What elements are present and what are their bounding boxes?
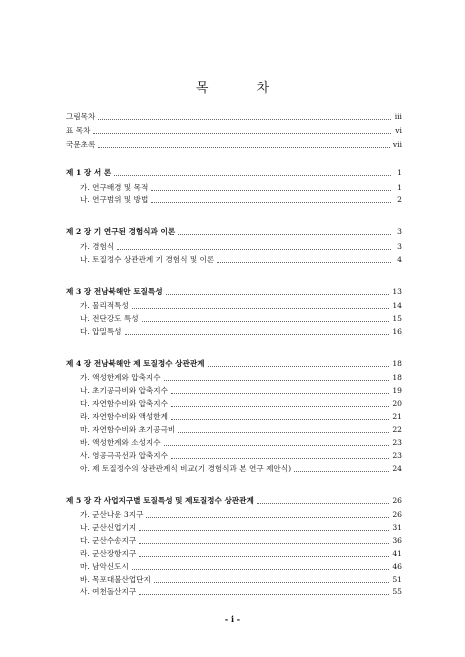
toc-entry-label: 가. 물리적특성 xyxy=(80,301,129,311)
toc-dot-leader xyxy=(139,546,389,557)
toc-dot-leader xyxy=(98,109,391,120)
toc-section-entry[interactable] xyxy=(80,253,402,265)
toc-entry-page: 22 xyxy=(392,424,402,434)
toc-entry-label: 다. 군산수송지구 xyxy=(80,535,137,545)
toc-dot-leader xyxy=(151,180,391,191)
toc-entry-label: 다. 압밀특성 xyxy=(80,326,122,336)
toc-entry-label: 국문초록 xyxy=(66,140,96,149)
toc-dot-leader xyxy=(139,584,389,595)
toc-entry-label: 다. 자연함수비와 압축지수 xyxy=(80,399,168,409)
toc-entry-page: 4 xyxy=(397,254,402,264)
toc-entry-label: 바. 액성한계와 소성지수 xyxy=(80,437,161,447)
toc-entry-label: 라. 자연함수비와 액성한계 xyxy=(80,412,168,421)
toc-dot-leader xyxy=(217,252,391,263)
toc-entry-page: 23 xyxy=(392,437,402,447)
toc-section-entry[interactable] xyxy=(80,410,402,422)
toc-entry-page: 15 xyxy=(392,314,402,323)
toc-entry-page: 1 xyxy=(397,168,402,177)
toc-chapter-entry[interactable] xyxy=(66,225,402,237)
toc-entry-page: 13 xyxy=(392,286,402,296)
toc-entry-page: 20 xyxy=(392,399,402,409)
toc-entry-label: 마. 자연함수비와 초기공극비 xyxy=(80,424,176,434)
toc-section-entry[interactable] xyxy=(80,181,402,193)
toc-entry-page: 3 xyxy=(397,227,402,237)
toc-dot-leader xyxy=(208,356,390,367)
toc-section-entry[interactable] xyxy=(80,573,402,585)
toc-section-entry[interactable] xyxy=(80,462,402,474)
toc-section-entry[interactable] xyxy=(80,384,402,396)
toc-dot-leader xyxy=(164,370,390,381)
toc-entry-label: 바. 목포대불산업단지 xyxy=(80,574,151,584)
toc-entry-page: 19 xyxy=(392,386,402,396)
toc-dot-leader xyxy=(178,422,389,433)
toc-chapter-entry[interactable] xyxy=(66,285,402,297)
toc-dot-leader xyxy=(166,284,390,295)
toc-entry-label: 제 2 장 기 연구된 경험식과 이론 xyxy=(66,227,176,237)
toc-entry-page: 26 xyxy=(392,510,402,519)
toc-entry-label: 제 5 장 각 사업지구별 토질특성 및 제토질정수 상관관계 xyxy=(66,495,254,505)
toc-dot-leader xyxy=(171,448,389,459)
toc-chapter-entry[interactable] xyxy=(66,494,402,506)
toc-entry-page: 21 xyxy=(392,412,402,421)
toc-entry-page: 55 xyxy=(392,587,402,597)
toc-entry-label: 제 1 장 서 론 xyxy=(66,168,112,177)
toc-entry-label: 나. 초기공극비와 압축지수 xyxy=(80,386,168,396)
toc-entry-page: 26 xyxy=(392,495,402,505)
toc-dot-leader xyxy=(132,298,389,309)
toc-section-entry[interactable] xyxy=(80,397,402,409)
toc-dot-leader xyxy=(178,224,391,235)
toc-dot-leader xyxy=(117,239,391,250)
toc-entry-label: 사. 영공극곡선과 압축지수 xyxy=(80,450,168,460)
toc-entry-page: 2 xyxy=(397,195,402,205)
toc-entry-page: 46 xyxy=(392,561,402,571)
toc-dot-leader xyxy=(142,311,390,322)
toc-front-entry[interactable] xyxy=(66,138,402,150)
toc-entry-page: 3 xyxy=(397,241,402,251)
toc-section-entry[interactable] xyxy=(80,312,402,324)
toc-entry-label: 나. 군산신업기지 xyxy=(80,522,137,532)
toc-section-entry[interactable] xyxy=(80,585,402,597)
toc-entry-label: 가. 액성한계와 압축지수 xyxy=(80,373,161,383)
toc-dot-leader xyxy=(139,520,389,531)
toc-entry-page: iii xyxy=(394,112,402,121)
toc-entry-page: 18 xyxy=(392,358,402,368)
toc-entry-label: 가. 연구배경 및 목적 xyxy=(80,182,149,192)
toc-entry-label: 제 4 장 전남북해안 제 토질정수 상관관계 xyxy=(66,358,205,368)
toc-entry-page: 41 xyxy=(392,548,402,558)
toc-entry-label: 그림목차 xyxy=(66,112,96,121)
toc-dot-leader xyxy=(146,507,389,518)
toc-section-entry[interactable] xyxy=(80,508,402,520)
toc-entry-page: 18 xyxy=(392,373,402,383)
toc-section-entry[interactable] xyxy=(80,299,402,311)
toc-section-entry[interactable] xyxy=(80,534,402,546)
toc-entry-page: 16 xyxy=(392,326,402,336)
toc-entry-page: ⅶ xyxy=(392,140,402,149)
toc-section-entry[interactable] xyxy=(80,423,402,435)
toc-section-entry[interactable] xyxy=(80,193,402,205)
toc-dot-leader xyxy=(171,409,389,420)
toc-section-entry[interactable] xyxy=(80,547,402,559)
toc-dot-leader xyxy=(125,324,390,335)
toc-entry-page: 1 xyxy=(397,182,402,192)
toc-dot-leader xyxy=(98,137,390,148)
toc-dot-leader xyxy=(164,435,390,446)
toc-entry-page: 14 xyxy=(392,301,402,311)
toc-dot-leader xyxy=(114,165,391,176)
toc-entry-label: 라. 군산장항지구 xyxy=(80,548,137,558)
toc-front-entry[interactable] xyxy=(66,124,402,136)
toc-section-entry[interactable] xyxy=(80,560,402,572)
page-title: 목 차 xyxy=(195,81,292,96)
toc-entry-page: 51 xyxy=(392,574,402,584)
toc-front-entry[interactable] xyxy=(66,110,402,122)
toc-dot-leader xyxy=(93,123,391,134)
toc-entry-page: ⅵ xyxy=(395,126,402,135)
toc-section-entry[interactable] xyxy=(80,240,402,252)
toc-entry-label: 표 목차 xyxy=(66,126,91,135)
toc-entry-label: 나. 토질정수 상관관계 기 경험식 및 이론 xyxy=(80,254,215,264)
toc-dot-leader xyxy=(257,493,390,504)
toc-entry-label: 가. 군산나운 3지구 xyxy=(80,510,144,519)
toc-chapter-entry[interactable] xyxy=(66,357,402,369)
toc-entry-page: 24 xyxy=(392,463,402,473)
toc-dot-leader xyxy=(294,461,389,472)
toc-entry-page: 23 xyxy=(392,450,402,460)
toc-dot-leader xyxy=(139,533,389,544)
toc-dot-leader xyxy=(171,383,389,394)
toc-entry-label: 가. 경험식 xyxy=(80,241,115,251)
toc-entry-page: 31 xyxy=(392,522,402,532)
page-number-footer: - i - xyxy=(224,614,241,624)
toc-dot-leader xyxy=(151,192,391,203)
toc-entry-label: 제 3 장 전남북해안 토질특성 xyxy=(66,286,163,296)
toc-dot-leader xyxy=(171,396,389,407)
toc-section-entry[interactable] xyxy=(80,436,402,448)
toc-section-entry[interactable] xyxy=(80,325,402,337)
toc-dot-leader xyxy=(154,572,389,583)
toc-section-entry[interactable] xyxy=(80,521,402,533)
toc-entry-page: 36 xyxy=(392,535,402,545)
toc-entry-label: 나. 전단강도 특성 xyxy=(80,314,139,323)
toc-entry-label: 나. 연구범위 및 방법 xyxy=(80,195,149,205)
toc-entry-label: 마. 남악신도시 xyxy=(80,561,129,571)
toc-section-entry[interactable] xyxy=(80,449,402,461)
toc-dot-leader xyxy=(132,559,389,570)
toc-section-entry[interactable] xyxy=(80,371,402,383)
toc-entry-label: 사. 여천돌산지구 xyxy=(80,587,137,597)
toc-chapter-entry[interactable] xyxy=(66,166,402,178)
toc-entry-label: 아. 제 토질정수의 상관관계식 비교(기 경험식과 본 연구 제안식) xyxy=(80,463,292,473)
